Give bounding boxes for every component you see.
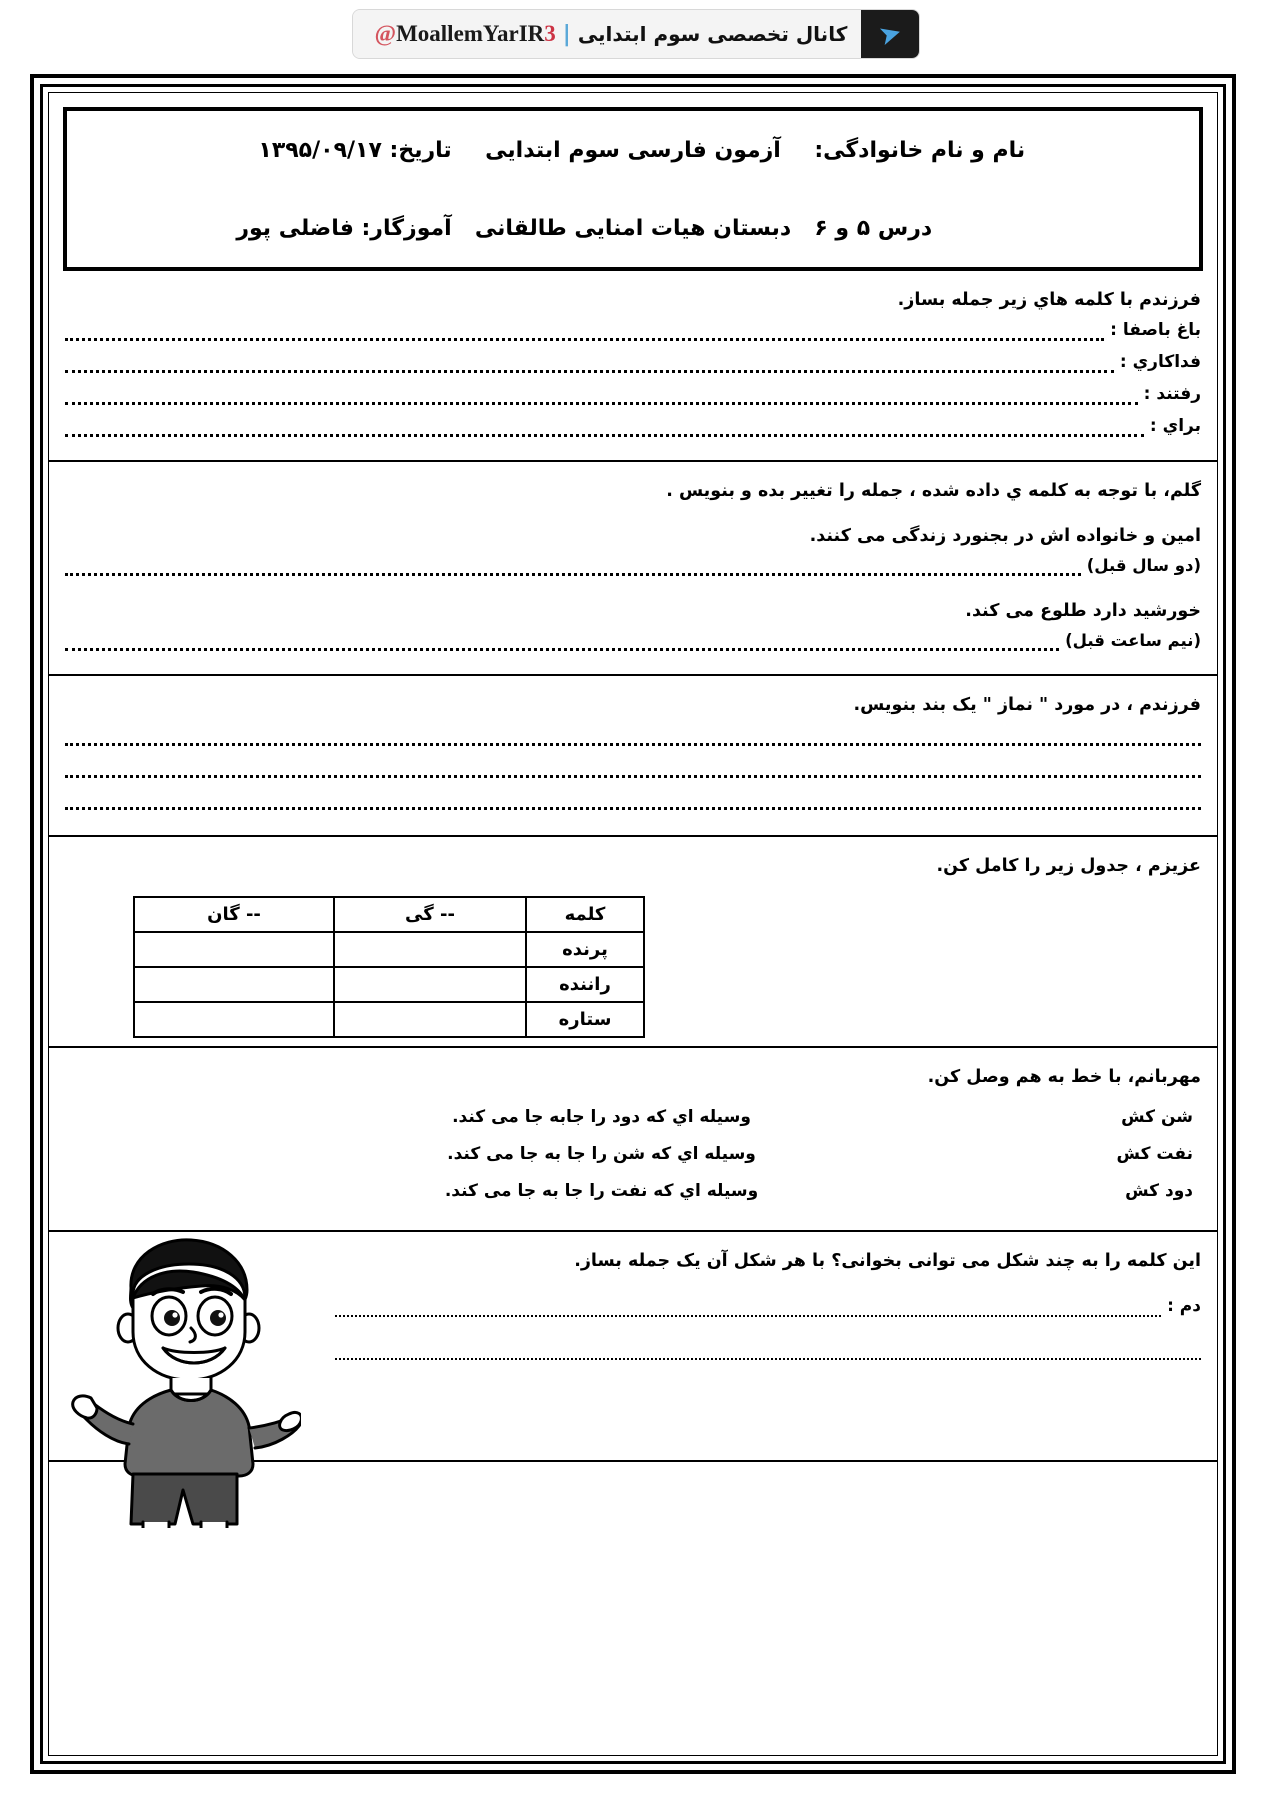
school-label: دبستان هیات امنایی طالقانی [474,215,792,241]
handle-name: MoallemYarIR [396,21,545,46]
q1-item-row [65,384,1201,405]
q4-table-holder [65,884,1201,1042]
banner-separator: | [562,21,571,47]
exam-header-table [63,107,1203,271]
cell-gan[interactable] [134,967,334,1002]
match-word[interactable]: نفت کش [1116,1143,1193,1164]
q1-item-label: براي : [1149,416,1201,437]
header-row-top [67,111,1199,189]
match-definition[interactable]: وسیله اي که دود را جابه جا می کند. [452,1106,751,1127]
question-4-section [49,837,1217,1047]
q1-item-row [65,352,1201,373]
q2-answer-line-2[interactable] [65,633,1059,651]
teacher-label: آموزگار: فاضلی پور [236,215,452,241]
cell-gan[interactable] [134,1002,334,1037]
cell-gi[interactable] [334,967,526,1002]
header-gi: -- گی [334,897,526,932]
handle-number: 3 [544,21,556,46]
q6-answer-line[interactable] [335,1300,1161,1317]
table-row [134,1002,644,1037]
match-definition[interactable]: وسیله اي که نفت را جا به جا می کند. [444,1180,759,1201]
banner-handle [375,21,556,47]
worksheet-body [48,92,1218,1756]
q2-answer-row-1 [65,556,1201,576]
question-6-prompt: این کلمه را به چند شکل می توانی بخوانی؟ با هر شکل آن یک جمله بساز. [574,1250,1201,1271]
q2-answer-row-2 [65,631,1201,651]
q6-word-label: دم : [1167,1296,1201,1316]
table-header-row [134,897,644,932]
exam-title: آزمون فارسی سوم ابتدایی [485,137,781,163]
telegram-icon [861,10,919,58]
table-row [134,967,644,1002]
question-1-section [49,271,1217,462]
question-5-prompt: مهربانم، با خط به هم وصل کن. [927,1066,1201,1087]
q2-sentence-2: خورشید دارد طلوع می کند. [965,600,1201,621]
telegram-channel-banner [0,6,1272,62]
banner-channel-title: کانال تخصصی سوم ابتدایی [577,22,848,46]
exam-date: تاریخ: ۱۳۹۵/۰۹/۱۷ [258,137,452,163]
q3-answer-line[interactable] [65,759,1201,778]
q1-answer-line[interactable] [65,355,1114,373]
q1-item-row [65,416,1201,437]
q1-answer-line[interactable] [65,387,1138,405]
q1-item-label: فداکاري : [1119,352,1201,373]
q3-answer-line[interactable] [65,727,1201,746]
worksheet-outer-frame [30,74,1236,1774]
q2-answer-line-1[interactable] [65,558,1081,576]
question-1-prompt: فرزندم با کلمه هاي زير جمله بساز. [897,290,1201,310]
student-name-label: نام و نام خانوادگی: [814,137,1026,163]
header-row-bottom [67,189,1199,267]
cell-gan[interactable] [134,932,334,967]
telegram-paper-plane-icon: ➤ [875,15,906,53]
lesson-label: درس ۵ و ۶ [814,215,933,241]
q2-hint-2: (نیم ساعت قبل) [1065,631,1201,650]
question-2-prompt: گلم، با توجه به کلمه ي داده شده ، جمله را تغيير بده و بنويس . [666,481,1201,502]
banner-pill [353,10,920,58]
question-3-section [49,676,1217,837]
table-row [134,932,644,967]
cartoon-boy-illustration [71,1228,301,1528]
q3-answer-line[interactable] [65,791,1201,810]
q1-item-row [65,320,1201,341]
question-5-section [49,1048,1217,1232]
match-row [65,1144,1201,1164]
cell-word: ستاره [526,1002,644,1037]
cell-word: پرنده [526,932,644,967]
q1-item-label: رفتند : [1143,384,1201,405]
q1-item-label: باغ باصفا : [1110,320,1201,341]
question-4-prompt: عزیزم ، جدول زیر را کامل کن. [936,856,1201,877]
match-row [65,1107,1201,1127]
cell-gi[interactable] [334,932,526,967]
question-2-section [49,462,1217,676]
match-word[interactable]: دود کش [1125,1180,1193,1201]
worksheet-inner-frame [40,84,1226,1764]
q1-answer-line[interactable] [65,419,1144,437]
q1-answer-line[interactable] [65,323,1104,341]
header-gan: -- گان [134,897,334,932]
banner-text-group [353,10,862,58]
cell-gi[interactable] [334,1002,526,1037]
match-definition[interactable]: وسیله اي که شن را جا به جا می کند. [447,1143,756,1164]
cell-word: راننده [526,967,644,1002]
q2-sentence-1: امین و خانواده اش در بجنورد زندگی می کنند. [809,525,1201,546]
header-word: کلمه [526,897,644,932]
word-form-table [133,896,645,1038]
match-row [65,1181,1201,1201]
question-3-prompt: فرزندم ، در مورد " نماز " یک بند بنویس. [853,695,1201,715]
at-symbol: @ [374,21,397,46]
q6-answer-line[interactable] [335,1343,1201,1360]
q2-hint-1: (دو سال قبل) [1086,555,1201,575]
match-word[interactable]: شن کش [1121,1106,1193,1127]
question-6-section [49,1232,1217,1462]
